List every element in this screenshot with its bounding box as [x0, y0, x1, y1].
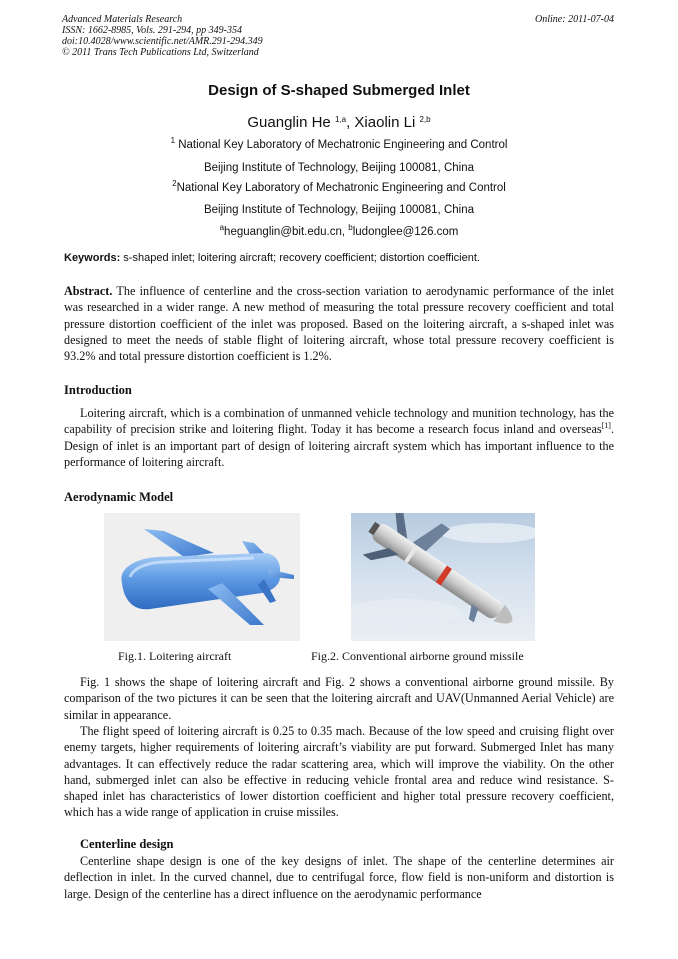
- introduction-text-1: Loitering aircraft, which is a combination of unmanned vehicle technology and munition technology, has the capability of precision strike and loitering flight. Today it has become a research focus inland and overseas: [64, 406, 614, 437]
- centerline-heading: Centerline design: [80, 837, 174, 851]
- affiliation-2-line-1: [0, 179, 678, 194]
- affiliation-1-line-2: Beijing Institute of Technology, Beijing 100081, China: [203, 162, 474, 174]
- affiliation-2-sup: 2: [172, 179, 177, 188]
- author-line: [0, 114, 678, 131]
- affiliation-1-sup: 1: [170, 136, 176, 145]
- author-2-sup: 2,b: [419, 115, 431, 124]
- copyright: © 2011 Trans Tech Publications Ltd, Switzerland: [62, 47, 259, 58]
- abstract-text: The influence of centerline and the cross-section variation to aerodynamic performance of the inlet was researched in a wider range. A new method of measuring the total pressure recovery coefficient and total pressure distortion coefficient of the inlet was proposed. Based on the loitering aircraft, a s-shaped inlet was designed to meet the needs of stable flight of loitering aircraft, whose total pressure recovery coefficient is 93.2% and total pressure distortion coefficient is 1.2%.: [64, 284, 614, 364]
- affiliation-2-line-2: Beijing Institute of Technology, Beijing 100081, China: [203, 204, 474, 216]
- journal-header: [62, 14, 263, 58]
- journal-name: Advanced Materials Research: [62, 14, 183, 25]
- keywords-label: Keywords:: [64, 252, 121, 264]
- email-a-sup: a: [219, 223, 225, 232]
- aero-paragraph-1: Fig. 1 shows the shape of loitering aircraft and Fig. 2 shows a conventional airborne ground missile. By comparison of the two pictures it can be seen that the loitering aircraft and UAV(Unmanned Aerial Vehicle) are similar in appearance.: [64, 675, 614, 722]
- keywords-text: s-shaped inlet; loitering aircraft; recovery coefficient; distortion coefficient.: [120, 252, 480, 264]
- keywords: [64, 252, 624, 264]
- email-b-sup: b: [348, 223, 353, 232]
- figure-1-loitering-aircraft: [104, 513, 300, 641]
- online-date: Online: 2011-07-04: [535, 14, 614, 25]
- paper-title: Design of S-shaped Submerged Inlet: [208, 82, 470, 99]
- author-separator: ,: [346, 114, 355, 131]
- aero-paragraph-2: The flight speed of loitering aircraft is 0.25 to 0.35 mach. Because of the low speed and cruising flight over enemy targets, higher requirements of loitering aircraft’s viability are put forward. Submerged Inlet has many advantages. It can effectively reduce the radar scattering area, which will improve the viability. On the other hand, submerged inlet can also be effective in reducing vehicle frontal area and reduce wind resistance. S-shaped inlet has characteristics of lower distortion coefficient and higher total pressure recovery coefficient, which has a wide range of application in cruise missiles.: [64, 724, 614, 820]
- abstract: [64, 283, 614, 364]
- email-a[interactable]: heguanglin@bit.edu.cn,: [224, 226, 349, 238]
- figure-2-caption: Fig.2. Conventional airborne ground missile: [311, 649, 524, 663]
- affiliation-2-name: National Key Laboratory of Mechatronic Engineering and Control: [176, 182, 506, 194]
- airborne-missile-illustration: [351, 513, 535, 641]
- introduction-heading: Introduction: [64, 383, 132, 397]
- abstract-label: Abstract.: [64, 284, 113, 298]
- introduction-paragraph: [64, 405, 614, 470]
- doi: doi:10.4028/www.scientific.net/AMR.291-294.349: [62, 36, 263, 47]
- introduction-text-2: . Design of inlet is an important part of design of loitering aircraft system which has important influence to the performance of loitering aircraft.: [64, 422, 614, 469]
- affiliation-1-line-1: [0, 136, 678, 151]
- figure-1-caption: Fig.1. Loitering aircraft: [118, 649, 232, 663]
- author-1-sup: 1,a: [334, 115, 347, 124]
- citation-1[interactable]: [1]: [601, 421, 611, 431]
- aerodynamic-model-heading: Aerodynamic Model: [64, 490, 174, 504]
- author-1: Guanglin He: [247, 114, 331, 131]
- issn: ISSN: 1662-8985, Vols. 291-294, pp 349-354: [62, 25, 242, 36]
- email-line: [0, 223, 678, 238]
- centerline-paragraph: Centerline shape design is one of the key designs of inlet. The shape of the centerline determines air deflection in inlet. In the curved channel, due to centrifugal force, flow field is non-uniform and distortion is large. Design of the centerline has a direct influence on the aerodynamic performance: [64, 854, 614, 901]
- email-b[interactable]: ludonglee@126.com: [352, 226, 459, 238]
- author-2: Xiaolin Li: [354, 114, 416, 131]
- figure-2-airborne-missile: [351, 513, 535, 641]
- loitering-aircraft-illustration: [104, 513, 300, 641]
- affiliation-1-name: National Key Laboratory of Mechatronic Engineering and Control: [175, 139, 508, 151]
